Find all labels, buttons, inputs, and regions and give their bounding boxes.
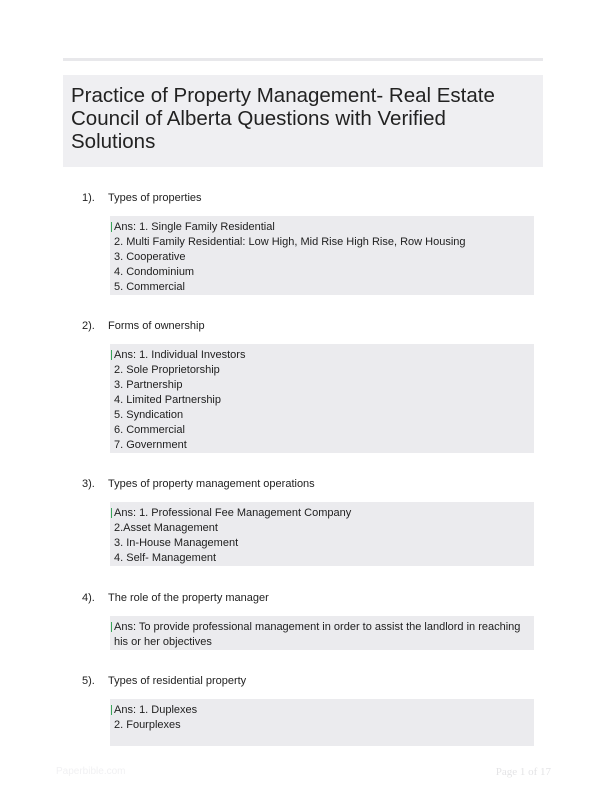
answer-line: 6. Commercial: [114, 424, 185, 436]
answer-box: [110, 502, 534, 566]
question-text: The role of the property manager: [108, 592, 269, 604]
answer-marker: [111, 705, 112, 715]
answer-line: Ans: 1. Duplexes: [114, 703, 530, 718]
answer-line: 2. Multi Family Residential: Low High, Mid Rise High Rise, Row Housing: [114, 236, 466, 248]
answer-box: [110, 616, 534, 650]
question-number: 1).: [82, 192, 95, 204]
question-text: Types of properties: [108, 192, 202, 204]
answer-line: 3. Cooperative: [114, 251, 186, 263]
question-number: 3).: [82, 478, 95, 490]
answer-line: Ans: 1. Individual Investors: [114, 348, 530, 363]
answer-marker: [111, 350, 112, 360]
answer-box: [110, 344, 534, 453]
answer-line: 2. Sole Proprietorship: [114, 364, 220, 376]
answer-line: 7. Government: [114, 439, 187, 451]
question-number: 5).: [82, 675, 95, 687]
answer-marker: [111, 622, 112, 632]
answer-line: 4. Condominium: [114, 266, 195, 278]
answer-line: Ans: 1. Single Family Residential: [114, 220, 530, 235]
answer-box: [110, 216, 534, 295]
answer-line: 4. Self- Management: [114, 552, 217, 564]
question-number: 4).: [82, 592, 95, 604]
answer-marker: [111, 508, 112, 518]
answer-line: 4. Limited Partnership: [114, 394, 221, 406]
page-number: Page 1 of 17: [495, 766, 551, 778]
answer-marker: [111, 222, 112, 232]
answer-line: 2.Asset Management: [114, 522, 218, 534]
question-text: Types of residential property: [108, 675, 247, 687]
answer-line: Ans: 1. Professional Fee Management Company: [114, 506, 530, 521]
answer-line: 3. Partnership: [114, 379, 183, 391]
answer-line: 5. Commercial: [114, 281, 185, 293]
question-text: Types of property management operations: [108, 478, 315, 490]
document-title: Practice of Property Management- Real Estate Council of Alberta Questions with Verified Solutions: [71, 84, 495, 153]
question-number: 2).: [82, 320, 95, 332]
footer-site: Paperbible.com: [56, 766, 126, 777]
question-text: Forms of ownership: [108, 320, 205, 332]
title-block: [63, 75, 543, 167]
answer-line: Ans: To provide professional management in order to assist the landlord in reaching his or her objectives: [114, 620, 530, 650]
answer-line: 5. Syndication: [114, 409, 184, 421]
answer-box: [110, 699, 534, 746]
top-divider: [63, 58, 543, 61]
answer-line: 2. Fourplexes: [114, 719, 181, 731]
answer-line: 3. In-House Management: [114, 537, 239, 549]
